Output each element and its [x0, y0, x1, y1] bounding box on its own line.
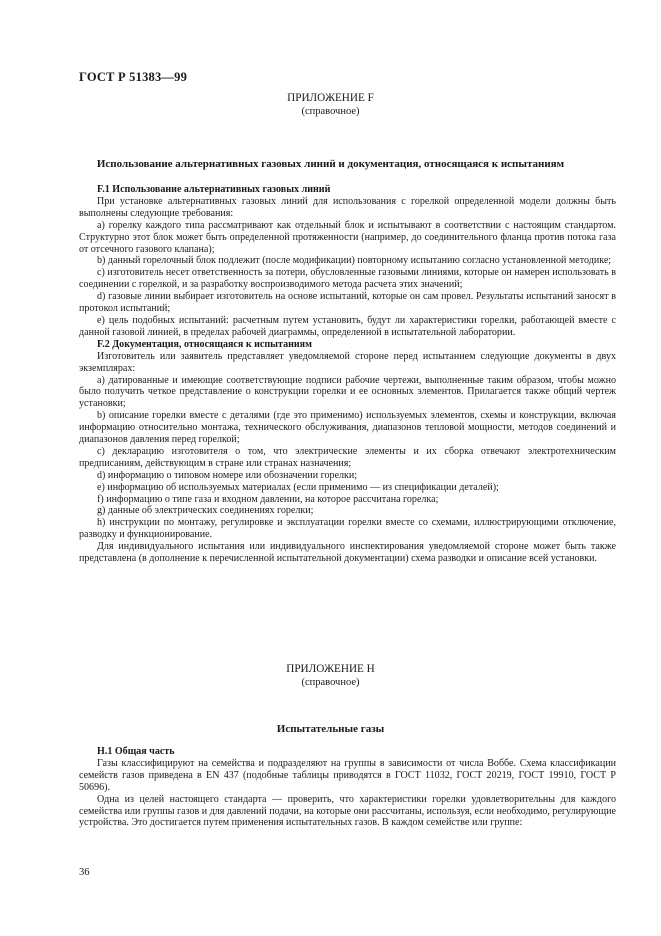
appendix-f-title: ПРИЛОЖЕНИЕ F [287, 92, 374, 104]
appendix-f-body [79, 184, 616, 565]
appendix-f-note: (справочное) [301, 106, 360, 117]
appendix-h-note: (справочное) [301, 677, 360, 688]
paragraph: е) цель подобных испытаний: расчетным путем установить, будут ли характеристики горелки, работающей вместе с данной газовой линией, в пределах рабочей диаграммы, определенной в испытательной лаборатории. [79, 314, 616, 338]
paragraph: Газы классифицируют на семейства и подразделяют на группы в зависимости от числа Воббе. Схема классификации семейств газов приведена в EN 437 (подобные таблицы приводятся в ГОСТ 11032, ГОСТ 20219, ГОСТ 19910, ГОСТ Р 50696). [79, 757, 616, 793]
paragraph: f) информацию о типе газа и входном давлении, на которое рассчитана горелка; [97, 493, 439, 505]
paragraph: d) информацию о типовом номере или обозначении горелки; [97, 469, 358, 481]
appendix-h-title: ПРИЛОЖЕНИЕ H [286, 663, 375, 675]
document-code: ГОСТ Р 51383—99 [79, 70, 188, 84]
paragraph: е) информацию об используемых материалах (если применимо — из спецификации деталей); [97, 481, 499, 493]
paragraph: а) датированные и имеющие соответствующие подписи рабочие чертежи, выполненные таким образом, чтобы можно было получить четкое представление о конструкции горелки и ее основных элементов. Прилагается также общий чертеж установки; [79, 374, 616, 410]
appendix-h-body [79, 746, 616, 829]
paragraph: Для индивидуального испытания или индивидуального инспектирования уведомляемой стороне может быть также представлена (в дополнение к перечисленной испытательной документации) схема разводки и описание всей установки. [79, 541, 616, 565]
paragraph: d) газовые линии выбирает изготовитель на основе испытаний, которые он сам провел. Результаты испытаний заносят в протокол испытаний; [79, 291, 616, 315]
paragraph: с) изготовитель несет ответственность за потери, обусловленные газовыми линиями, которые он намерен использовать в соединении с горелкой, и за разработку воспроизводимого метода расчета этих значений; [79, 267, 616, 291]
subsection-heading: H.1 Общая часть [97, 746, 175, 757]
subsection-heading: F.2 Документация, относящаяся к испытаниям [97, 338, 312, 350]
page-number: 36 [79, 867, 90, 878]
paragraph: Одна из целей настоящего стандарта — проверить, что характеристики горелки удовлетворительны для каждого семейства или группы газов и для давлений подачи, на которые они рассчитаны, используя, если необходимо, регулирующие устройства. Это достигается путем применения испытательных газов. В каждом семействе или группе: [79, 793, 616, 829]
paragraph: с) декларацию изготовителя о том, что электрические элементы и их сборка отвечают электротехническим предписаниям, действующим в стране или странах назначения; [79, 445, 616, 469]
paragraph: g) данные об электрических соединениях горелки; [97, 505, 314, 517]
paragraph: а) горелку каждого типа рассматривают как отдельный блок и испытывают в соответствии с настоящим стандартом. Структурно этот блок может быть определенной протяженности (например, до соединительного фланца против потока газа от отсечного газового клапана); [79, 219, 616, 255]
appendix-h-header [0, 663, 661, 689]
appendix-f-heading: Использование альтернативных газовых линий и документация, относящаяся к испытаниям [96, 158, 565, 170]
paragraph: b) описание горелки вместе с деталями (где это применимо) используемых элементов, схемы и конструкции, включая информацию относительно монтажа, технического обслуживания, диапазонов тепловой мощности, методов соединений и диапазонов давления перед горелкой; [79, 410, 616, 446]
paragraph: h) инструкции по монтажу, регулировке и эксплуатации горелки вместе со схемами, иллюстрирующими отключение, разводку и функционирование. [79, 517, 616, 541]
paragraph: Изготовитель или заявитель представляет уведомляемой стороне перед испытанием следующие документы в двух экземплярах: [79, 350, 616, 374]
appendix-f-header [0, 92, 661, 118]
paragraph: При установке альтернативных газовых линий для использования с горелкой определенной модели должны быть выполнены следующие требования: [79, 195, 616, 219]
paragraph: b) данный горелочный блок подлежит (после модификации) повторному испытанию согласно установленной методике; [97, 255, 612, 267]
subsection-heading: F.1 Использование альтернативных газовых линий [97, 184, 331, 195]
appendix-h-heading: Испытательные газы [276, 723, 385, 735]
